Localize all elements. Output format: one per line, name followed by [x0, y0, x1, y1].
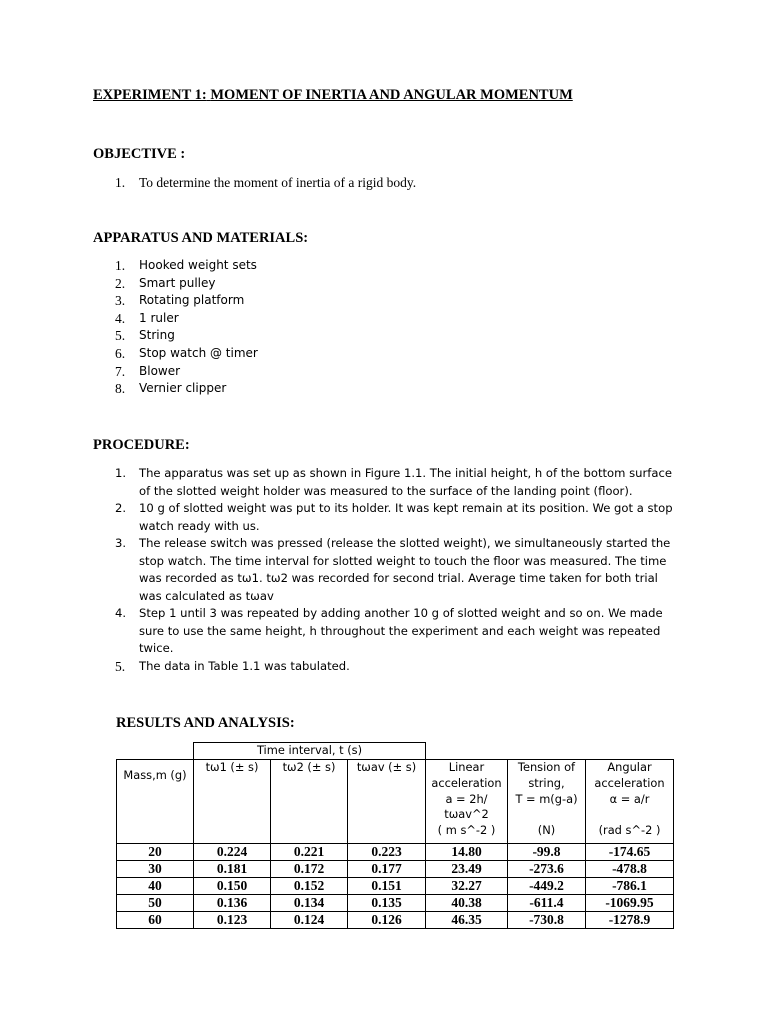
list-number: 7. [115, 363, 126, 379]
mass-header: Mass,m (g) [117, 760, 194, 844]
cell-angular-acceleration: -478.8 [586, 861, 674, 878]
cell-tav: 0.177 [348, 861, 426, 878]
cell-t1: 0.136 [194, 895, 271, 912]
header-line: Angular [607, 760, 652, 774]
cell-linear-acceleration: 23.49 [426, 861, 508, 878]
table-row [117, 844, 674, 861]
experiment-title [93, 87, 573, 104]
list-number: 2. [115, 275, 126, 291]
list-text: Blower [139, 363, 181, 378]
list-text: Stop watch @ timer [139, 345, 258, 360]
results-heading: RESULTS AND ANALYSIS: [116, 715, 295, 731]
list-text: Hooked weight sets [139, 258, 257, 272]
empty-cell [117, 743, 194, 760]
list-number: 1. [115, 258, 126, 273]
cell-t1: 0.150 [194, 878, 271, 895]
cell-mass: 60 [117, 912, 194, 929]
list-text: Vernier clipper [139, 381, 227, 396]
objective-heading: OBJECTIVE : [93, 146, 186, 162]
header-line: string, [528, 775, 565, 790]
table-header-row [117, 760, 674, 844]
list-number: 5. [115, 328, 126, 344]
list-number: 8. [115, 381, 126, 397]
angular-acceleration-header [586, 760, 674, 844]
header-spacer [586, 807, 673, 823]
table-group-header-row [117, 743, 674, 760]
linear-acceleration-header [426, 760, 508, 844]
cell-t1: 0.123 [194, 912, 271, 929]
apparatus-heading: APPARATUS AND MATERIALS: [93, 230, 309, 246]
cell-tension: -273.6 [508, 861, 586, 878]
cell-linear-acceleration: 14.80 [426, 844, 508, 861]
list-item [115, 345, 258, 363]
list-item [115, 257, 258, 275]
objective-list [115, 174, 416, 192]
experiment-name: MOMENT OF INERTIA AND ANGULAR MOMENTUM [210, 87, 573, 103]
list-number: 3. [115, 536, 127, 550]
cell-angular-acceleration: -174.65 [586, 844, 674, 861]
table-row [117, 895, 674, 912]
list-text: Rotating platform [139, 293, 245, 308]
experiment-number: EXPERIMENT 1: [93, 87, 207, 103]
procedure-step [115, 465, 675, 500]
cell-t2: 0.221 [271, 844, 348, 861]
header-line: Linear [448, 760, 485, 774]
procedure-heading: PROCEDURE: [93, 437, 190, 453]
list-text: 1 ruler [139, 310, 179, 325]
cell-angular-acceleration: -786.1 [586, 878, 674, 895]
cell-tav: 0.126 [348, 912, 426, 929]
list-number: 2. [115, 501, 127, 515]
header-line: Tension of [517, 760, 576, 774]
cell-tension: -730.8 [508, 912, 586, 929]
list-text: To determine the moment of inertia of a rigid body. [139, 175, 417, 190]
objective-item [115, 174, 416, 192]
cell-linear-acceleration: 40.38 [426, 895, 508, 912]
list-number: 1. [115, 466, 127, 480]
tension-header [508, 760, 586, 844]
cell-t2: 0.134 [271, 895, 348, 912]
list-item [115, 327, 258, 345]
header-line: α = a/r [609, 791, 650, 806]
cell-t2: 0.152 [271, 878, 348, 895]
cell-angular-acceleration: -1278.9 [586, 912, 674, 929]
t1-header: tω1 (± s) [194, 760, 271, 844]
header-line: T = m(g-a) [515, 791, 578, 806]
list-number: 4. [115, 310, 126, 326]
cell-t2: 0.172 [271, 861, 348, 878]
table-row [117, 878, 674, 895]
header-line: ( m s^-2 ) [437, 823, 496, 838]
table-row [117, 861, 674, 878]
list-text: String [139, 328, 175, 343]
t2-header: tω2 (± s) [271, 760, 348, 844]
list-text: The release switch was pressed (release the slotted weight), we simultaneously started the stop watch. The time interval for slotted weight to touch the floor was measured. The time was recorded as tω1. tω2 was recorded for second trial. Average time taken for both trial was calculated as tωav [139, 536, 671, 603]
cell-t2: 0.124 [271, 912, 348, 929]
header-spacer [508, 807, 585, 823]
empty-cell [426, 743, 508, 760]
header-line: acceleration [594, 775, 665, 790]
cell-tension: -611.4 [508, 895, 586, 912]
list-item [115, 275, 258, 293]
procedure-list [115, 465, 675, 675]
list-item [115, 310, 258, 328]
cell-tav: 0.135 [348, 895, 426, 912]
list-item [115, 292, 258, 310]
table-row [117, 912, 674, 929]
list-text: The data in Table 1.1 was tabulated. [139, 658, 350, 673]
empty-cell [586, 743, 674, 760]
header-line: (rad s^-2 ) [598, 823, 661, 838]
list-item [115, 380, 258, 398]
header-line: acceleration [431, 775, 502, 790]
procedure-step [115, 500, 675, 535]
header-line: (N) [537, 823, 556, 838]
cell-mass: 40 [117, 878, 194, 895]
cell-t1: 0.224 [194, 844, 271, 861]
time-interval-header: Time interval, t (s) [194, 743, 426, 760]
cell-tension: -99.8 [508, 844, 586, 861]
list-item [115, 363, 258, 381]
list-text: 10 g of slotted weight was put to its holder. It was kept remain at its position. We got a stop watch ready with us. [139, 501, 673, 533]
procedure-step [115, 658, 675, 676]
list-number: 3. [115, 293, 126, 309]
list-number: 1. [115, 175, 126, 190]
list-number: 5. [115, 658, 126, 674]
list-text: Smart pulley [139, 275, 216, 290]
list-number: 4. [115, 606, 127, 620]
cell-t1: 0.181 [194, 861, 271, 878]
list-text: Step 1 until 3 was repeated by adding another 10 g of slotted weight and so on. We made sure to use the same height, h throughout the experiment and each weight was repeated twice. [139, 606, 663, 655]
cell-angular-acceleration: -1069.95 [586, 895, 674, 912]
procedure-step [115, 535, 675, 605]
cell-tav: 0.223 [348, 844, 426, 861]
cell-linear-acceleration: 46.35 [426, 912, 508, 929]
apparatus-list [115, 257, 258, 398]
cell-mass: 50 [117, 895, 194, 912]
cell-mass: 30 [117, 861, 194, 878]
empty-cell [508, 743, 586, 760]
cell-linear-acceleration: 32.27 [426, 878, 508, 895]
header-line: tωav^2 [444, 807, 489, 822]
results-table [116, 742, 674, 929]
header-line: a = 2h/ [445, 791, 488, 806]
list-text: The apparatus was set up as shown in Figure 1.1. The initial height, h of the bottom surface of the slotted weight holder was measured to the surface of the landing point (floor). [139, 466, 672, 498]
list-number: 6. [115, 345, 126, 361]
tav-header: tωav (± s) [348, 760, 426, 844]
cell-mass: 20 [117, 844, 194, 861]
cell-tension: -449.2 [508, 878, 586, 895]
cell-tav: 0.151 [348, 878, 426, 895]
procedure-step [115, 605, 675, 658]
